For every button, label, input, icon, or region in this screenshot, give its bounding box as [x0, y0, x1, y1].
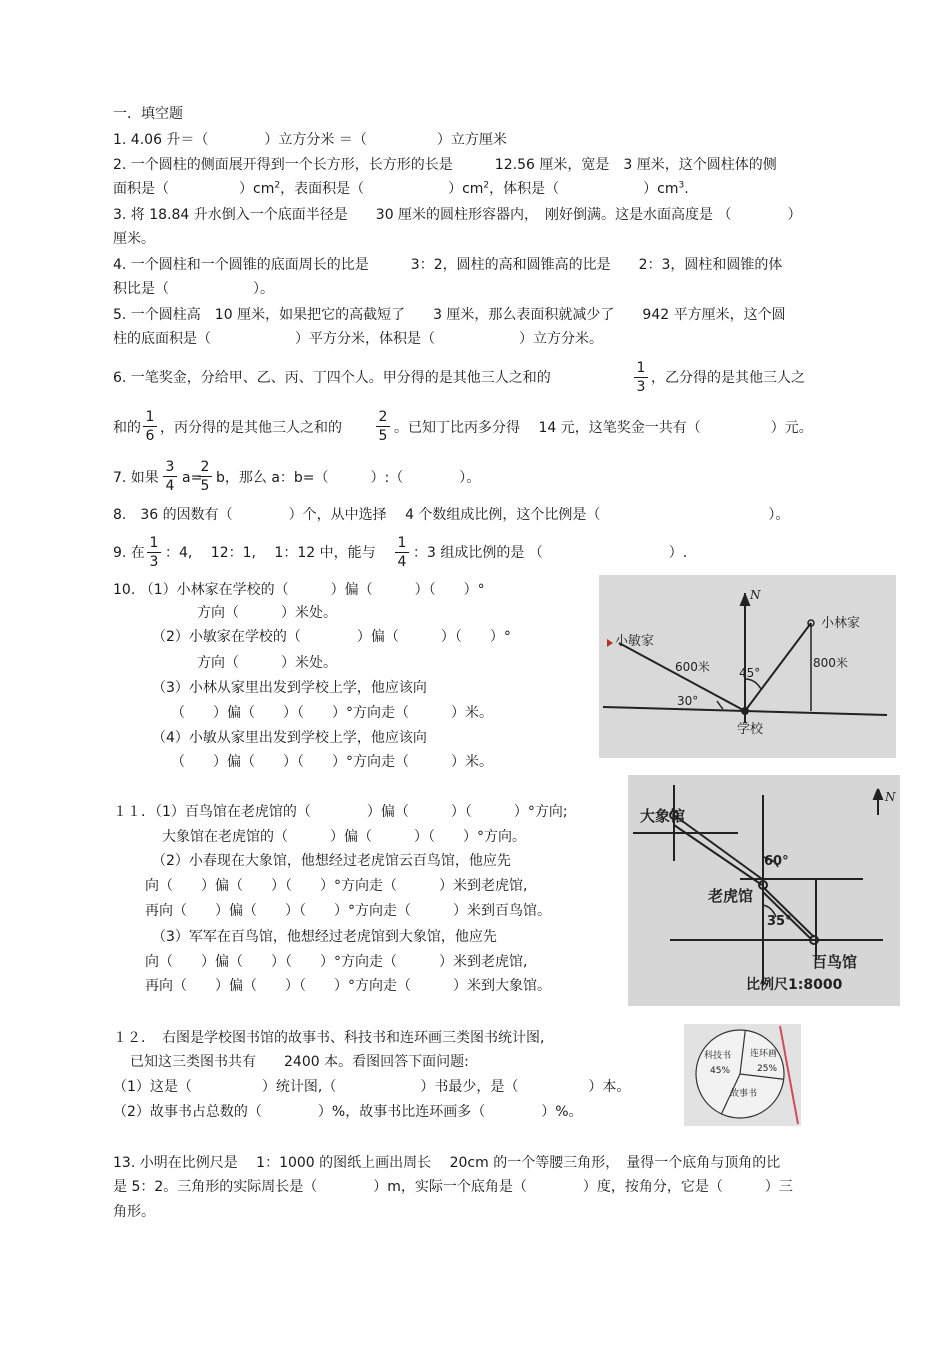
- question-10-line-1: 10. （1）小林家在学校的（ ）偏（ ）（ ）°: [113, 582, 485, 598]
- north-label: N: [885, 790, 896, 804]
- tiger-hall-label: 老虎馆: [708, 887, 754, 905]
- question-11-line-3: （2）小春现在大象馆，他想经过老虎馆云百鸟馆，他应先: [152, 853, 511, 869]
- question-13-line-2: 是 5：2。三角形的实际周长是（ ）m，实际一个底角是（ ）度，按角分，它是（ ）三: [113, 1179, 793, 1195]
- question-10-line-3: （2）小敏家在学校的（ ）偏（ ）（ ）°: [152, 629, 511, 645]
- question-11-line-1: １１．（1）百鸟馆在老虎馆的（ ）偏（ ）（ ）°方向;: [113, 804, 568, 820]
- distance-800-label: 800米: [813, 656, 848, 670]
- question-6-text-4: ，丙分得的是其他三人之和的: [160, 420, 342, 436]
- question-1: 1. 4.06 升＝（ ）立方分米 ＝（ ）立方厘米: [113, 132, 507, 148]
- pie-label-story: 故事书: [730, 1089, 758, 1099]
- angle-35-label: 35°: [767, 914, 792, 929]
- fraction-one-third: 1 3: [634, 360, 648, 395]
- fraction-one-quarter: 1 4: [395, 535, 409, 570]
- question-11-line-7: 向（ ）偏（ ）（ ）°方向走（ ）米到老虎馆,: [145, 954, 528, 970]
- elephant-hall-label: 大象馆: [640, 807, 686, 825]
- xiaolin-home-label: 小林家: [821, 616, 861, 631]
- question-2-line-1: 2. 一个圆柱的侧面展开得到一个长方形，长方形的长是 12.56 厘米，宽是 3 厘米，这个圆柱体的侧: [113, 157, 777, 173]
- question-12-line-2: 已知这三类图书共有 2400 本。看图回答下面问题:: [130, 1054, 469, 1070]
- north-label: N: [750, 588, 761, 602]
- scale-label: 比例尺1:8000: [746, 977, 843, 993]
- question-11-line-2: 大象馆在老虎馆的（ ）偏（ ）（ ）°方向。: [162, 829, 526, 845]
- fraction-one-third-b: 1 3: [147, 535, 161, 570]
- distance-600-label: 600米: [675, 660, 710, 674]
- pie-value-comics: 25%: [757, 1064, 778, 1074]
- question-9-text-3: ：3 组成比例的是 （ ）.: [413, 545, 688, 561]
- bird-hall-label: 百鸟馆: [812, 953, 858, 971]
- question-7-text-3: b，那么 a：b=（ ）:（ ）。: [216, 470, 481, 486]
- question-8: 8. 36 的因数有（ ）个，从中选择 4 个数组成比例，这个比例是（ ）。: [113, 507, 790, 523]
- pie-label-comics: 连环画: [750, 1049, 778, 1059]
- xiaomin-home-label: 小敏家: [615, 634, 655, 649]
- question-12-line-3: （1）这是（ ）统计图,（ ）书最少，是（ ）本。: [113, 1079, 631, 1095]
- fraction-one-sixth: 1 6: [143, 409, 157, 444]
- q12-pie-chart: [684, 1024, 801, 1126]
- question-7-text-1: 7. 如果: [113, 470, 159, 486]
- question-4-line-1: 4. 一个圆柱和一个圆锥的底面周长的比是 3：2，圆柱的高和圆锥高的比是 2：3，圆柱和圆锥的体: [113, 257, 783, 273]
- q11-zoo-map: [628, 775, 900, 1006]
- question-11-line-4: 向（ ）偏（ ）（ ）°方向走（ ）米到老虎馆,: [145, 878, 528, 894]
- question-13-line-3: 角形。: [113, 1204, 155, 1220]
- angle-30-label: 30°: [677, 694, 699, 708]
- question-10-line-7: （4）小敏从家里出发到学校上学，他应该向: [152, 730, 427, 746]
- section-title: 一．填空题: [113, 106, 183, 122]
- question-11-line-5: 再向（ ）偏（ ）（ ）°方向走（ ）米到百鸟馆。: [145, 903, 551, 919]
- question-5-line-2: 柱的底面积是（ ）平方分米，体积是（ ）立方分米。: [113, 331, 603, 347]
- question-3-line-1: 3. 将 18.84 升水倒入一个底面半径是 30 厘米的圆柱形容器内， 刚好倒满。这是水面高度是 （ ）: [113, 207, 802, 223]
- question-6-text-5: 。已知丁比丙多分得 14 元，这笔奖金一共有（ ）元。: [394, 420, 813, 436]
- question-9-text-1: 9. 在: [113, 545, 145, 561]
- question-2-line-2: 面积是（ ）$cm^2$，表面积是（ ）$cm^2$，体积是（ ）$cm^3$.: [113, 180, 689, 197]
- question-10-line-6: （ ）偏（ ）（ ）°方向走（ ）米。: [171, 705, 493, 721]
- question-4-line-2: 积比是（ ）。: [113, 281, 274, 297]
- pie-value-science: 45%: [710, 1066, 731, 1076]
- question-6-text-1: 6. 一笔奖金，分给甲、乙、丙、丁四个人。甲分得的是其他三人之和的: [113, 370, 551, 386]
- question-12-line-1: １２． 右图是学校图书馆的故事书、科技书和连环画三类图书统计图,: [113, 1030, 545, 1046]
- angle-45-label: 45°: [739, 666, 761, 680]
- angle-60-label: 60°: [764, 854, 789, 869]
- question-11-line-8: 再向（ ）偏（ ）（ ）°方向走（ ）米到大象馆。: [145, 978, 551, 994]
- question-10-line-5: （3）小林从家里出发到学校上学，他应该向: [152, 680, 427, 696]
- fraction-three-quarters: 3 4: [163, 459, 177, 494]
- q10-direction-map: [599, 575, 896, 758]
- question-13-line-1: 13. 小明在比例尺是 1：1000 的图纸上画出周长 20cm 的一个等腰三角形， 量得一个底角与顶角的比: [113, 1155, 781, 1171]
- question-7-text-2: a=: [182, 470, 203, 486]
- question-12-line-4: （2）故事书占总数的（ ）%，故事书比连环画多（ ）%。: [113, 1104, 583, 1120]
- question-9-text-2: ：4, 12：1, 1：12 中，能与: [165, 545, 376, 561]
- fraction-two-fifths-b: 2 5: [198, 459, 212, 494]
- question-3-line-2: 厘米。: [113, 231, 155, 247]
- question-10-line-8: （ ）偏（ ）（ ）°方向走（ ）米。: [171, 754, 493, 770]
- question-10-line-2: 方向（ ）米处。: [197, 605, 337, 621]
- school-label: 学校: [737, 722, 764, 737]
- pie-label-science: 科技书: [704, 1051, 732, 1061]
- question-11-line-6: （3）军军在百鸟馆，他想经过老虎馆到大象馆，他应先: [152, 929, 497, 945]
- question-6-text-3: 和的: [113, 420, 141, 436]
- question-6-text-2: ，乙分得的是其他三人之: [651, 370, 805, 386]
- question-10-line-4: 方向（ ）米处。: [197, 655, 337, 671]
- question-5-line-1: 5. 一个圆柱高 10 厘米，如果把它的高截短了 3 厘米，那么表面积就减少了 942 平方厘米，这个圆: [113, 307, 786, 323]
- fraction-two-fifths: 2 5: [376, 409, 390, 444]
